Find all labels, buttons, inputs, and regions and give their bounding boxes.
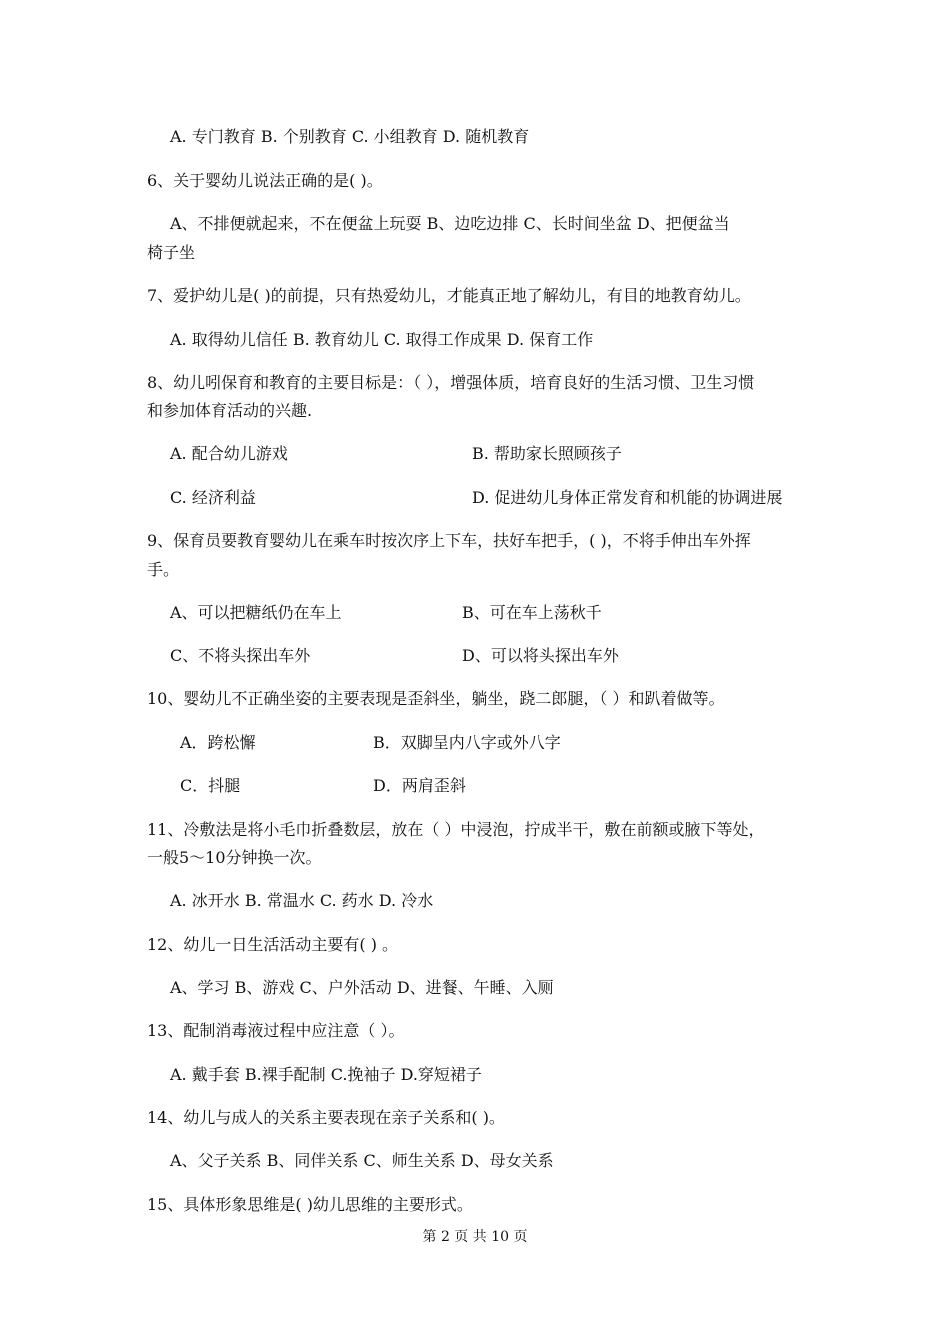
question-11-line2: 一般5～10分钟换一次。 (147, 848, 322, 867)
q9-option-b: B、可在车上荡秋千 (462, 603, 602, 622)
question-9-line2: 手。 (147, 560, 180, 579)
question-7: 7、爱护幼儿是( )的前提，只有热爱幼儿，才能真正地了解幼儿，有目的地教育幼儿。 (147, 286, 751, 305)
q5-options: A. 专门教育 B. 个别教育 C. 小组教育 D. 随机教育 (170, 127, 530, 146)
question-6: 6、关于婴幼儿说法正确的是( )。 (147, 171, 383, 190)
question-8-line1: 8、幼儿吲保育和教育的主要目标是：（ ），增强体质，培育良好的生活习惯、卫生习惯 (147, 373, 755, 392)
q8-option-b: B. 帮助家长照顾孩子 (472, 444, 622, 463)
q7-options: A. 取得幼儿信任 B. 教育幼儿 C. 取得工作成果 D. 保育工作 (170, 330, 594, 349)
question-8-line2: 和参加体育活动的兴趣. (147, 401, 313, 420)
page-footer: 第 2 页 共 10 页 (422, 1229, 528, 1245)
q10-option-b: B．双脚呈内八字或外八字 (373, 733, 561, 752)
q10-option-a: A．跨松懈 (180, 733, 256, 752)
q9-option-a: A、可以把糖纸仍在车上 (170, 603, 342, 622)
q12-options: A、学习 B、游戏 C、户外活动 D、进餐、午睡、入厕 (170, 978, 554, 997)
question-15: 15、具体形象思维是( )幼儿思维的主要形式。 (147, 1195, 473, 1214)
q6-options-line2: 椅子坐 (147, 243, 196, 262)
q13-options: A. 戴手套 B.裸手配制 C.挽袖子 D.穿短裙子 (170, 1065, 482, 1084)
question-9-line1: 9、保育员要教育婴幼儿在乘车时按次序上下车，扶好车把手，( )，不将手伸出车外挥 (147, 531, 751, 550)
question-13: 13、配制消毒液过程中应注意（ ）。 (147, 1021, 405, 1040)
q10-option-c: C．抖腿 (180, 776, 241, 795)
question-11-line1: 11、冷敷法是将小毛巾折叠数层，放在（ ）中浸泡，拧成半干，敷在前额或腋下等处， (147, 820, 765, 839)
q8-option-c: C. 经济利益 (170, 488, 256, 507)
q9-option-c: C、不将头探出车外 (170, 646, 311, 665)
question-14: 14、幼儿与成人的关系主要表现在亲子关系和( )。 (147, 1108, 505, 1127)
q11-options: A. 冰开水 B. 常温水 C. 药水 D. 冷水 (170, 891, 434, 910)
q10-option-d: D．两肩歪斜 (373, 776, 466, 795)
q8-option-d: D. 促进幼儿身体正常发育和机能的协调进展 (472, 488, 783, 507)
question-12: 12、幼儿一日生活活动主要有( ) 。 (147, 935, 399, 954)
q6-options-line1: A、不排便就起来，不在便盆上玩耍 B、边吃边排 C、长时间坐盆 D、把便盆当 (170, 214, 730, 233)
q8-option-a: A. 配合幼儿游戏 (170, 444, 288, 463)
question-10: 10、婴幼儿不正确坐姿的主要表现是歪斜坐，躺坐，跷二郎腿，（ ）和趴着做等。 (147, 689, 725, 708)
q9-option-d: D、可以将头探出车外 (462, 646, 619, 665)
q14-options: A、父子关系 B、同伴关系 C、师生关系 D、母女关系 (170, 1151, 554, 1170)
